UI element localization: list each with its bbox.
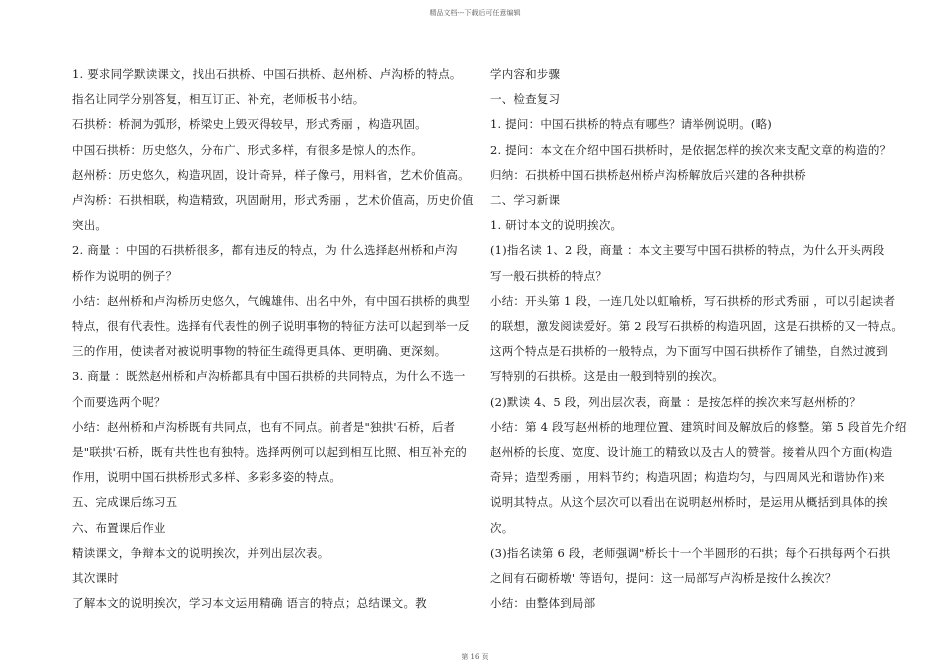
text-line: 赵州桥的长度、宽度、设计施工的精致以及古人的赞誉。接着从四个方面(构造 <box>490 445 893 459</box>
text-line: 其次课时 <box>72 571 119 585</box>
text-line: 1. 研讨本文的说明挨次。 <box>490 218 623 233</box>
text-line: 学内容和步骤 <box>490 67 561 81</box>
text-line: 特点，很有代表性。选择有代表性的例子说明事物的特征方法可以起到举一反 <box>72 319 470 333</box>
text-line: 1. 提问：中国石拱桥的特点有哪些？请举例说明。(略) <box>490 117 772 132</box>
page-header: 精品文档---下载后可任意编辑 <box>429 9 521 17</box>
text-line: (1)指名读 1、2 段，商量 ：本文主要写中国石拱桥的特点，为什么开头两段 <box>490 243 885 258</box>
text-line: 奇异；造型秀丽 ，用料节约；构造巩固；构造均匀，与四周风光和谐协作)来 <box>490 470 885 485</box>
text-line: 小结：赵州桥和卢沟桥既有共同点，也有不同点。前者是"独拱'石桥，后者 <box>72 419 456 434</box>
text-line: (3)指名读第 6 段，老师强调"桥长十一个半圆形的石拱；每个石拱每两个石拱 <box>490 545 891 560</box>
text-line: 桥作为说明的例子？ <box>72 268 178 283</box>
text-line: 五、完成课后练习五 <box>72 495 178 510</box>
text-line: 赵州桥：历史悠久，构造巩固，设计奇异，样子像弓，用料省，艺术价值高。 <box>72 167 470 182</box>
text-line: 突出。 <box>72 218 108 233</box>
text-line: 一、检查复习 <box>490 92 561 107</box>
text-line: 小结：由整体到局部 <box>490 596 596 611</box>
text-line: 精读课文，争辩本文的说明挨次，并列出层次表。 <box>72 545 330 560</box>
text-line: 作用，说明中国石拱桥形式多样、多彩多姿的特点。 <box>72 470 342 485</box>
text-line: 六、布置课后作业 <box>72 520 166 535</box>
text-line: 二、学习新课 <box>490 193 561 207</box>
text-line: 2. 商量 ：中国的石拱桥很多，都有违反的特点，为 什么选择赵州桥和卢沟 <box>72 243 458 258</box>
text-line: 中国石拱桥：历史悠久，分布广、形式多样，有很多是惊人的杰作。 <box>72 142 423 157</box>
text-line: 的联想，激发阅读爱好。第 2 段写石拱桥的构造巩固，这是石拱桥的又一特点。 <box>490 319 904 333</box>
text-line: 三的作用，使读者对被说明事物的特征生疏得更具体、更明确、更深刻。 <box>72 344 447 359</box>
text-line: 写特别的石拱桥。这是由一般到特别的挨次。 <box>490 369 724 384</box>
text-line: 说明其特点。从这个层次可以看出在说明赵州桥时，是运用从概括到具体的挨 <box>490 495 888 510</box>
text-line: 石拱桥：桥洞为弧形，桥梁史上毁灭得较早，形式秀丽 ，构造巩固。 <box>72 117 427 132</box>
page-footer: 第 16 页 <box>461 653 489 661</box>
text-line: (2)默读 4、5 段，列出层次表，商量 ：是按怎样的挨次来写赵州桥的？ <box>490 394 862 409</box>
text-line: 之间有石砌桥墩' 等语句，提问：这一局部写卢沟桥是按什么挨次？ <box>490 571 837 585</box>
text-line: 是"联拱'石桥，既有共性也有独特。选择两例可以起到相互比照、相互补充的 <box>72 445 467 459</box>
text-line: 小结：开头第 1 段，一连几处以虹喻桥，写石拱桥的形式秀丽 ，可以引起读者 <box>490 293 896 308</box>
text-line: 小结：赵州桥和卢沟桥历史悠久，气魄雄伟、出名中外，有中国石拱桥的典型 <box>72 293 470 308</box>
text-line: 这两个特点是石拱桥的一般特点，为下面写中国石拱桥作了铺垫，自然过渡到 <box>490 344 888 359</box>
text-line: 小结：第 4 段写赵州桥的地理位置、建筑时间及解放后的修整。第 5 段首先介绍 <box>490 419 907 434</box>
text-line: 个而要选两个呢？ <box>72 394 166 409</box>
text-line: 写一般石拱桥的特点？ <box>490 268 607 283</box>
text-line: 归纳：石拱桥中国石拱桥赵州桥卢沟桥解放后兴建的各种拱桥 <box>490 167 806 182</box>
text-line: 2. 提问：本文在介绍中国石拱桥时，是依据怎样的挨次来支配文章的构造的？ <box>490 142 892 157</box>
text-line: 了解本文的说明挨次，学习本文运用精确 语言的特点；总结课文。教 <box>72 596 427 611</box>
text-line: 次。 <box>490 520 514 535</box>
text-line: 指名让同学分别答复，相互订正、补充，老师板书小结。 <box>72 92 365 107</box>
text-line: 卢沟桥：石拱相联，构造精致，巩固耐用，形式秀丽 ，艺术价值高，历史价值 <box>72 193 474 207</box>
text-line: 1. 要求同学默读课文，找出石拱桥、中国石拱桥、赵州桥、卢沟桥的特点。 <box>72 67 462 81</box>
text-line: 3. 商量 ：既然赵州桥和卢沟桥都具有中国石拱桥的共同特点，为什么不选一 <box>72 369 466 384</box>
